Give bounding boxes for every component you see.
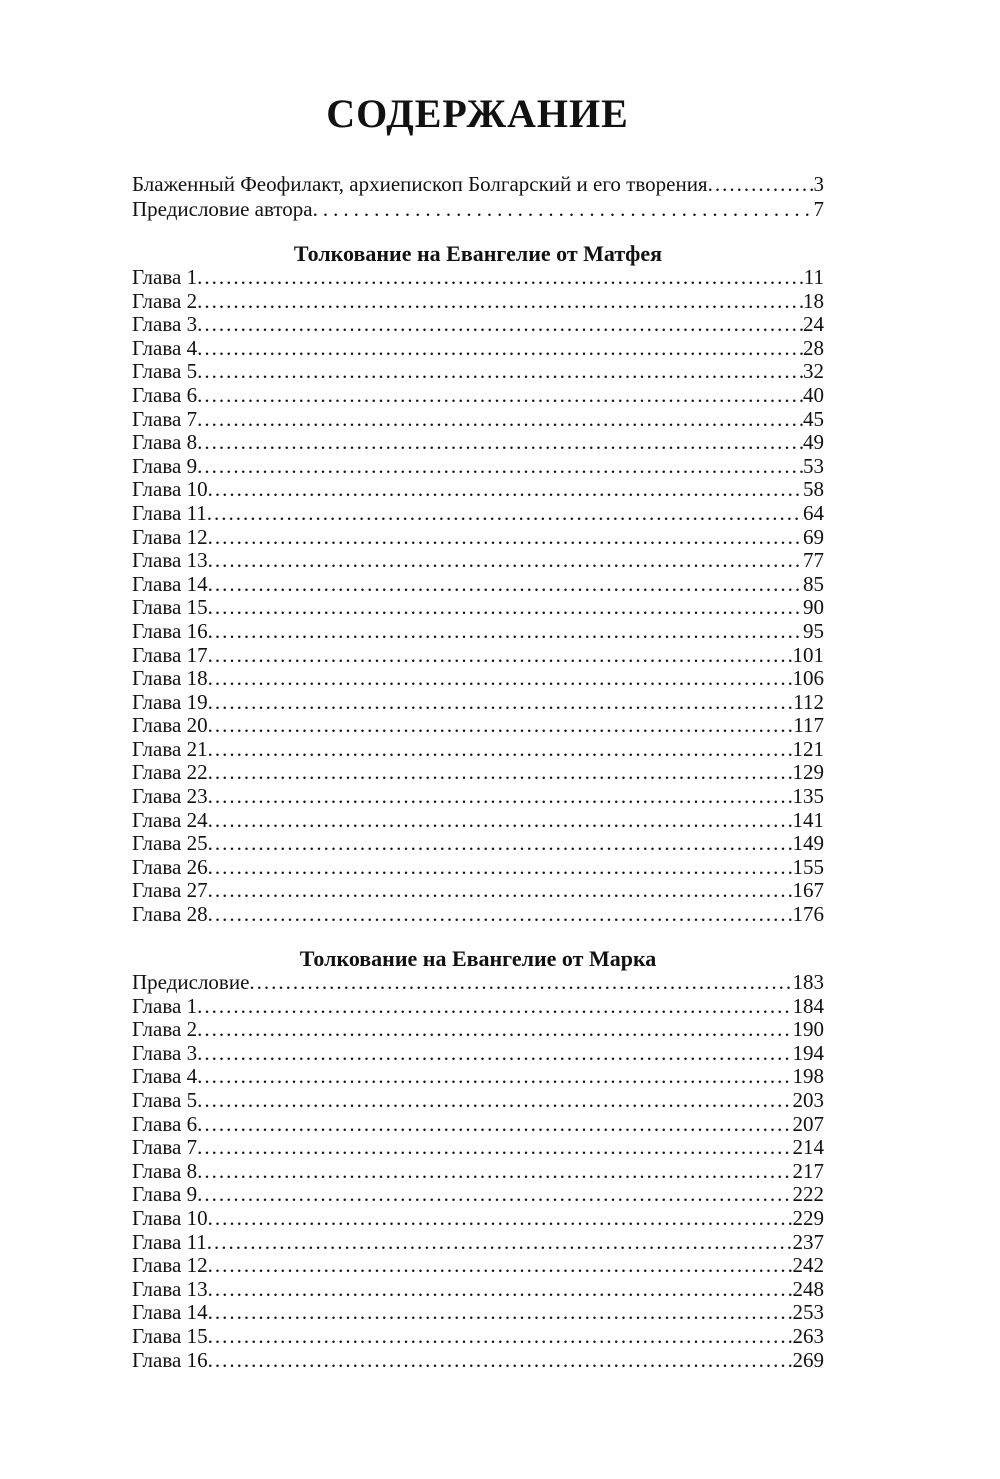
toc-entry-page: 7 <box>813 197 824 221</box>
toc-leader-dots <box>197 995 792 1019</box>
toc-entry-label: Глава 26 <box>132 855 208 879</box>
toc-entry[interactable] <box>132 1065 824 1089</box>
toc-section-matthew <box>132 266 824 927</box>
toc-entry-label: Глава 4 <box>132 336 198 360</box>
toc-entry[interactable] <box>132 691 824 715</box>
toc-leader-dots <box>208 478 803 502</box>
toc-entry-page: 190 <box>792 1018 824 1042</box>
toc-entry[interactable] <box>132 455 824 479</box>
toc-entry-label: Глава 13 <box>132 549 208 573</box>
toc-leader-dots <box>208 1207 793 1231</box>
toc-entry-page: 237 <box>792 1230 824 1254</box>
toc-entry[interactable] <box>132 785 824 809</box>
toc-leader-dots <box>197 1065 792 1089</box>
toc-entry-label: Глава 23 <box>132 785 208 809</box>
toc-entry[interactable] <box>132 809 824 833</box>
toc-entry[interactable] <box>132 197 824 222</box>
toc-entry-page: 90 <box>803 596 824 620</box>
toc-leader-dots <box>208 785 793 809</box>
toc-entry-page: 222 <box>792 1183 824 1207</box>
toc-entry[interactable] <box>132 431 824 455</box>
toc-entry-page: 229 <box>792 1206 824 1230</box>
toc-entry[interactable] <box>132 596 824 620</box>
toc-entry-label: Глава 7 <box>132 407 198 431</box>
toc-entry-label: Глава 11 <box>132 501 207 525</box>
toc-entry-page: 24 <box>803 313 824 337</box>
toc-entry[interactable] <box>132 879 824 903</box>
toc-entry-page: 149 <box>792 832 824 856</box>
toc-leader-dots <box>207 1231 793 1255</box>
toc-entry-label: Глава 6 <box>132 1112 198 1136</box>
toc-leader-dots <box>197 1042 792 1066</box>
toc-leader-dots <box>197 1018 792 1042</box>
section-heading-matthew: Толкование на Евангелие от Матфея <box>293 241 663 266</box>
toc-entry[interactable] <box>132 502 824 526</box>
toc-leader-dots <box>208 1254 793 1278</box>
toc-entry-label: Глава 9 <box>132 454 198 478</box>
toc-entry[interactable] <box>132 1349 824 1373</box>
toc-entry-label: Глава 22 <box>132 761 208 785</box>
toc-entry[interactable] <box>132 313 824 337</box>
toc-intro <box>132 172 824 222</box>
toc-entry-page: 184 <box>792 994 824 1018</box>
toc-entry-label: Глава 8 <box>132 1159 198 1183</box>
toc-entry-page: 32 <box>803 360 824 384</box>
toc-entry[interactable] <box>132 573 824 597</box>
toc-entry[interactable] <box>132 337 824 361</box>
toc-entry-page: 101 <box>792 643 824 667</box>
toc-entry-page: 167 <box>792 879 824 903</box>
toc-entry[interactable] <box>132 620 824 644</box>
toc-leader-dots <box>197 1089 792 1113</box>
toc-entry[interactable] <box>132 1042 824 1066</box>
toc-entry[interactable] <box>132 384 824 408</box>
toc-leader-dots <box>249 971 792 995</box>
toc-entry-label: Глава 16 <box>132 1348 208 1372</box>
toc-entry[interactable] <box>132 266 824 290</box>
toc-leader-dots <box>208 1278 793 1302</box>
toc-leader-dots <box>197 337 803 361</box>
toc-leader-dots <box>208 1325 793 1349</box>
toc-leader-dots <box>208 879 793 903</box>
toc-entry-label: Глава 28 <box>132 903 208 927</box>
toc-leader-dots <box>197 431 803 455</box>
toc-entry-page: 3 <box>813 172 824 196</box>
toc-entry-page: 198 <box>792 1065 824 1089</box>
page-title: СОДЕРЖАНИЕ <box>326 91 629 136</box>
toc-entry-page: 242 <box>792 1254 824 1278</box>
toc-leader-dots <box>208 903 793 927</box>
toc-entry[interactable] <box>132 832 824 856</box>
toc-entry-label: Глава 1 <box>132 266 198 289</box>
toc-entry[interactable] <box>132 1254 824 1278</box>
toc-entry[interactable] <box>132 903 824 927</box>
toc-entry-page: 129 <box>792 761 824 785</box>
toc-entry-page: 77 <box>803 549 824 573</box>
toc-entry[interactable] <box>132 360 824 384</box>
toc-leader-dots <box>208 596 803 620</box>
toc-entry[interactable] <box>132 1160 824 1184</box>
toc-entry[interactable] <box>132 1113 824 1137</box>
toc-entry[interactable] <box>132 714 824 738</box>
toc-entry-page: 141 <box>792 808 824 832</box>
toc-entry-label: Глава 1 <box>132 994 198 1018</box>
toc-leader-dots <box>207 502 803 526</box>
toc-entry-label: Глава 21 <box>132 737 208 761</box>
toc-entry-page: 248 <box>792 1277 824 1301</box>
toc-leader-dots <box>208 620 803 644</box>
toc-entry[interactable] <box>132 526 824 550</box>
toc-entry-label: Глава 5 <box>132 360 198 384</box>
toc-leader-dots <box>197 384 803 408</box>
toc-leader-dots <box>208 573 803 597</box>
toc-entry-label: Глава 2 <box>132 289 198 313</box>
toc-leader-dots <box>197 290 803 314</box>
toc-entry-page: 253 <box>792 1301 824 1325</box>
toc-entry-page: 64 <box>803 501 824 525</box>
toc-entry[interactable] <box>132 290 824 314</box>
toc-leader-dots <box>208 644 793 668</box>
toc-entry-page: 53 <box>803 454 824 478</box>
toc-entry-page: 69 <box>803 525 824 549</box>
toc-entry[interactable] <box>132 172 824 197</box>
toc-entry-label: Глава 12 <box>132 525 208 549</box>
toc-leader-dots <box>208 549 803 573</box>
toc-entry-label: Глава 14 <box>132 1301 208 1325</box>
toc-entry-label: Глава 3 <box>132 313 198 337</box>
toc-entry-label: Глава 11 <box>132 1230 207 1254</box>
toc-entry-page: 85 <box>803 572 824 596</box>
toc-leader-dots <box>197 408 803 432</box>
toc-entry-page: 117 <box>793 714 824 738</box>
toc-entry-page: 106 <box>792 667 824 691</box>
toc-leader-dots <box>208 761 793 785</box>
toc-leader-dots <box>208 856 793 880</box>
toc-leader-dots <box>708 172 814 197</box>
toc-entry-label: Глава 6 <box>132 383 198 407</box>
toc-leader-dots <box>197 313 803 337</box>
toc-leader-dots <box>197 455 803 479</box>
toc-entry-page: 49 <box>803 431 824 455</box>
toc-section-mark <box>132 971 824 1372</box>
toc-entry-page: 18 <box>803 289 824 313</box>
section-heading-mark: Толкование на Евангелие от Марка <box>299 946 657 971</box>
toc-entry[interactable] <box>132 1018 824 1042</box>
toc-entry-page: 40 <box>803 383 824 407</box>
toc-leader-dots <box>197 1113 792 1137</box>
toc-leader-dots <box>197 360 803 384</box>
toc-entry-label: Глава 24 <box>132 808 208 832</box>
toc-entry[interactable] <box>132 738 824 762</box>
toc-entry-page: 263 <box>792 1324 824 1348</box>
toc-entry-label: Глава 2 <box>132 1018 198 1042</box>
toc-entry[interactable] <box>132 1301 824 1325</box>
toc-entry-label: Глава 17 <box>132 643 208 667</box>
toc-entry-page: 11 <box>803 266 824 289</box>
toc-entry-label: Глава 15 <box>132 596 208 620</box>
toc-entry-page: 203 <box>792 1088 824 1112</box>
toc-entry-label: Глава 13 <box>132 1277 208 1301</box>
toc-leader-dots <box>197 1183 792 1207</box>
toc-entry-page: 58 <box>803 478 824 502</box>
toc-leader-dots <box>208 1349 793 1373</box>
toc-leader-dots <box>208 691 794 715</box>
toc-leader-dots <box>208 714 794 738</box>
toc-entry-label: Глава 10 <box>132 478 208 502</box>
toc-entry-label: Глава 14 <box>132 572 208 596</box>
toc-entry-label: Глава 18 <box>132 667 208 691</box>
toc-leader-dots <box>197 1160 792 1184</box>
toc-entry-label: Глава 9 <box>132 1183 198 1207</box>
toc-entry-label: Глава 15 <box>132 1324 208 1348</box>
toc-entry[interactable] <box>132 1183 824 1207</box>
toc-entry[interactable] <box>132 1278 824 1302</box>
toc-leader-dots <box>208 738 793 762</box>
toc-entry[interactable] <box>132 1089 824 1113</box>
toc-entry-page: 207 <box>792 1112 824 1136</box>
toc-entry-label: Глава 27 <box>132 879 208 903</box>
toc-entry-label: Глава 25 <box>132 832 208 856</box>
toc-entry-page: 95 <box>803 619 824 643</box>
toc-entry[interactable] <box>132 478 824 502</box>
toc-leader-dots <box>208 809 793 833</box>
toc-entry[interactable] <box>132 1231 824 1255</box>
toc-entry-label: Глава 19 <box>132 690 208 714</box>
toc-entry-label: Глава 3 <box>132 1041 198 1065</box>
toc-entry[interactable] <box>132 995 824 1019</box>
toc-entry[interactable] <box>132 856 824 880</box>
toc-entry-page: 176 <box>792 903 824 927</box>
toc-entry-label: Блаженный Феофилакт, архиепископ Болгарский и его творения <box>132 172 708 196</box>
toc-entry-label: Глава 8 <box>132 431 198 455</box>
toc-entry-page: 194 <box>792 1041 824 1065</box>
toc-leader-dots <box>208 832 793 856</box>
toc-entry-page: 135 <box>792 785 824 809</box>
toc-entry-page: 155 <box>792 855 824 879</box>
toc-entry-label: Глава 4 <box>132 1065 198 1089</box>
toc-entry-page: 121 <box>792 737 824 761</box>
toc-entry-label: Глава 20 <box>132 714 208 738</box>
toc-entry[interactable] <box>132 1207 824 1231</box>
toc-entry-label: Предисловие автора <box>132 197 313 221</box>
toc-entry-label: Глава 10 <box>132 1206 208 1230</box>
toc-entry[interactable] <box>132 971 824 995</box>
toc-entry-page: 269 <box>792 1348 824 1372</box>
toc-entry-label: Глава 16 <box>132 619 208 643</box>
toc-entry-page: 45 <box>803 407 824 431</box>
toc-leader-dots <box>208 526 803 550</box>
toc-entry[interactable] <box>132 1136 824 1160</box>
toc-leader-dots <box>208 667 793 691</box>
toc-entry[interactable] <box>132 1325 824 1349</box>
toc-entry[interactable] <box>132 761 824 785</box>
toc-entry-label: Глава 12 <box>132 1254 208 1278</box>
toc-entry-label: Глава 5 <box>132 1088 198 1112</box>
toc-entry-page: 112 <box>793 690 824 714</box>
toc-entry-label: Предисловие <box>132 971 250 994</box>
toc-entry-page: 28 <box>803 336 824 360</box>
toc-leader-dots <box>313 197 814 222</box>
toc-entry[interactable] <box>132 549 824 573</box>
toc-entry[interactable] <box>132 644 824 668</box>
toc-entry[interactable] <box>132 667 824 691</box>
toc-entry-page: 183 <box>792 971 824 994</box>
toc-leader-dots <box>197 1136 792 1160</box>
toc-entry-page: 214 <box>792 1136 824 1160</box>
toc-entry-label: Глава 7 <box>132 1136 198 1160</box>
toc-entry-page: 217 <box>792 1159 824 1183</box>
toc-leader-dots <box>208 1301 793 1325</box>
toc-entry[interactable] <box>132 408 824 432</box>
toc-leader-dots <box>197 266 804 290</box>
